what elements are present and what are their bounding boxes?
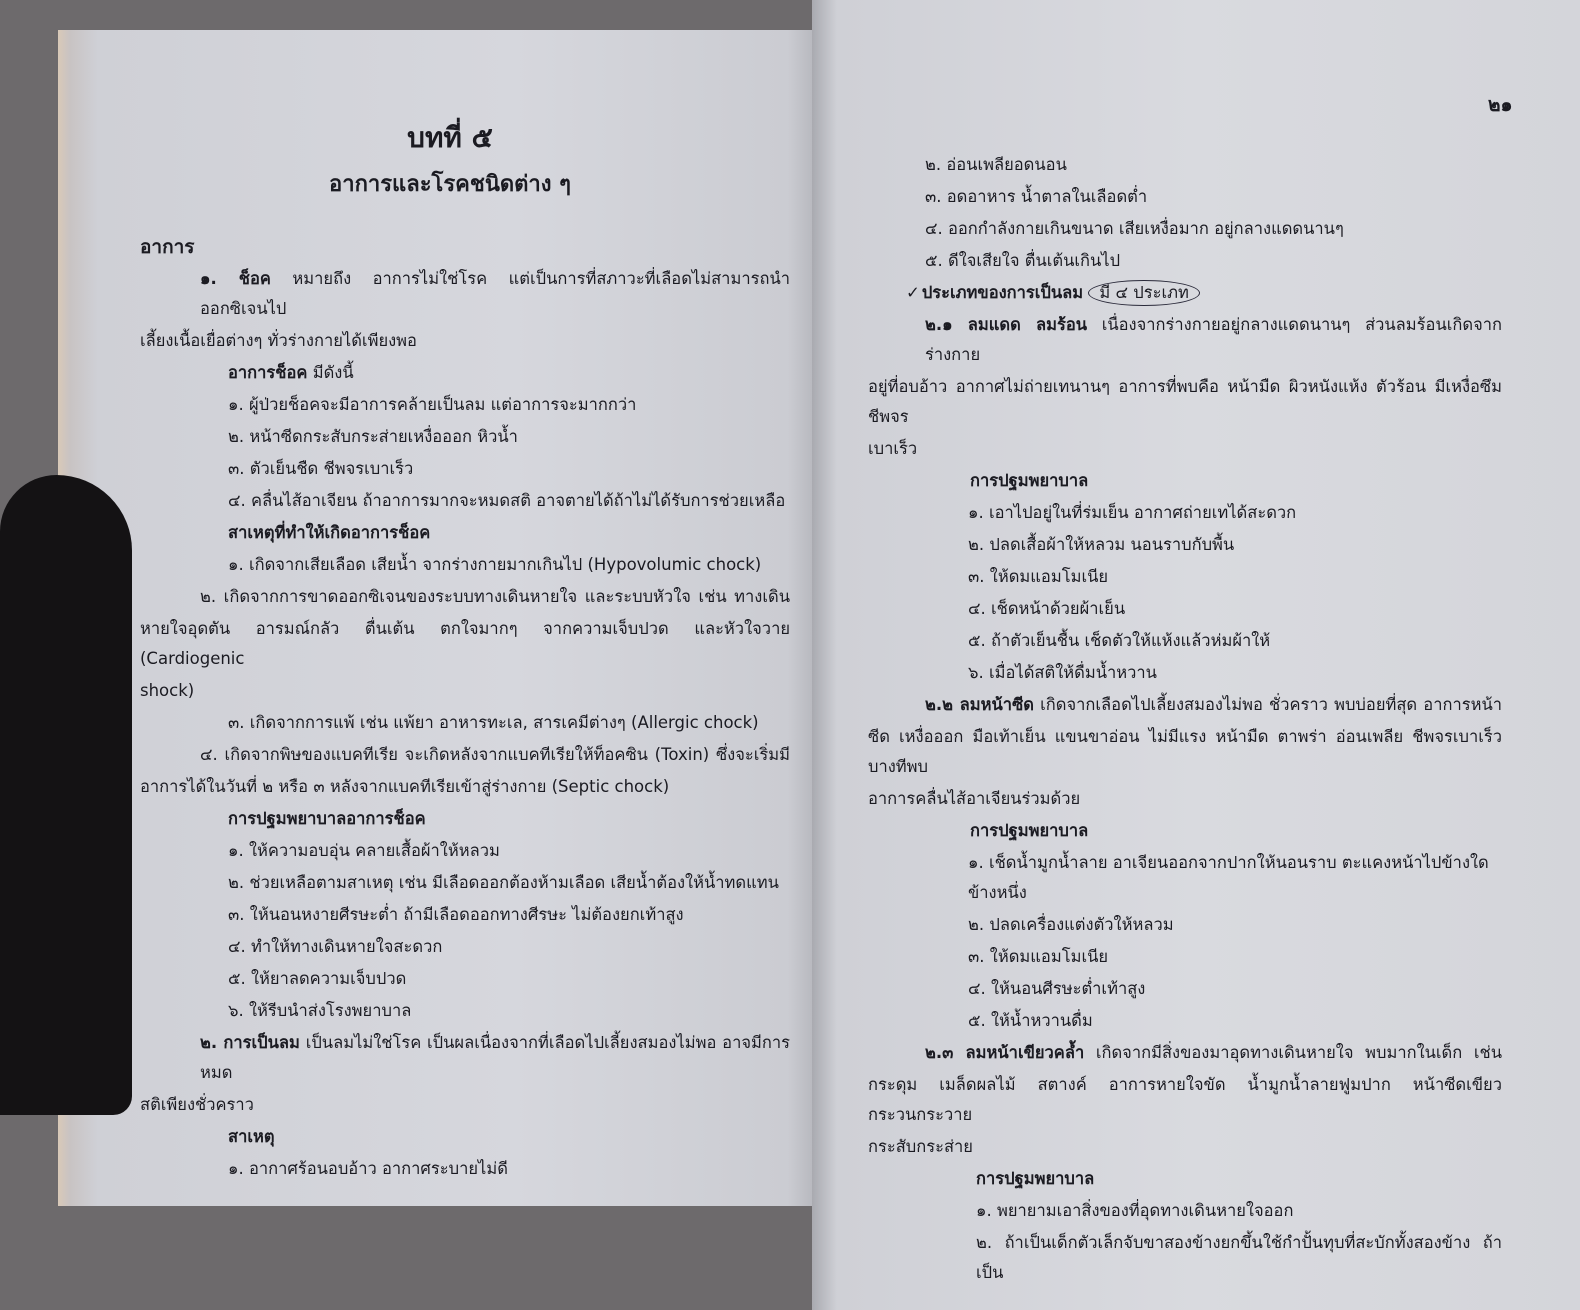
line-text: หมายถึง อาการไม่ใช่โรค แต่เป็นการที่สภาวะที่เลือดไม่สามารถนำออกซิเจนไป [200,269,790,318]
bold-term: ๒.๑ ลมแดด ลมร้อน [925,315,1088,334]
text-line [140,996,790,1026]
line-text: เบาเร็ว [868,439,918,458]
line-text: ๒. ปลดเครื่องแต่งตัวให้หลวม [968,915,1174,934]
text-line [140,1154,790,1184]
text-line [868,626,1502,656]
text-line [868,690,1502,720]
line-text: อาการได้ในวันที่ ๒ หรือ ๓ หลังจากแบคทีเรียเข้าสู่ร่างกาย (Septic chock) [140,777,670,796]
text-line [140,422,790,452]
text-line [868,562,1502,592]
bold-term: ๑. ช็อค [200,269,271,288]
line-text: ๔. เช็ดหน้าด้วยผ้าเย็น [968,599,1126,618]
text-line [868,434,1502,464]
text-line [140,900,790,930]
text-line [868,1196,1502,1226]
line-text: ๑. เอาไปอยู่ในที่ร่มเย็น อากาศถ่ายเทได้สะดวก [968,503,1297,522]
text-line [868,150,1502,180]
line-text: ๓. ตัวเย็นชืด ชีพจรเบาเร็ว [228,459,414,478]
subheading [868,816,1502,846]
line-text: ๔. คลื่นไส้อาเจียน ถ้าอาการมากจะหมดสติ อาจตายได้ถ้าไม่ได้รับการช่วยเหลือ [228,491,786,510]
line-text: ๒. อ่อนเพลียอดนอน [925,155,1067,174]
line-text: ๑. เกิดจากเสียเลือด เสียน้ำ จากร่างกายมากเกินไป (Hypovolumic chock) [228,555,762,574]
line-text: shock) [140,681,195,700]
left-page-text [140,118,790,1186]
chapter-subtitle: อาการและโรคชนิดต่าง ๆ [329,172,571,197]
text-line [868,594,1502,624]
text-line [868,974,1502,1004]
line-text: เกิดจากเลือดไปเลี้ยงสมองไม่พอ ชั่วคราว พบบ่อยที่สุด อาการหน้า [1034,695,1503,714]
text-line [868,1070,1502,1130]
text-line [140,740,790,770]
line-text: หายใจอุดตัน อารมณ์กลัว ตื่นเต้น ตกใจมากๆ จากความเจ็บปวด และหัวใจวาย (Cardiogenic [140,619,790,668]
line-text: เป็นลมไม่ใช่โรค เป็นผลเนื่องจากที่เลือดไปเลี้ยงสมองไม่พอ อาจมีการหมด [200,1033,791,1082]
line-text: ๑. ผู้ป่วยช็อคจะมีอาการคล้ายเป็นลม แต่อาการจะมากกว่า [228,395,637,414]
text-line [868,722,1502,782]
text-line [140,772,790,802]
text-line [868,278,1502,308]
line-text: มีดังนี้ [307,363,354,382]
line-text: ๔. ให้นอนศีรษะต่ำเท้าสูง [968,979,1146,998]
text-line [868,1228,1502,1288]
line-text: ๓. ให้นอนหงายศีรษะต่ำ ถ้ามีเลือดออกทางศีรษะ ไม่ต้องยกเท้าสูง [228,905,684,924]
text-line [868,848,1502,908]
line-text: ๒. หน้าซีดกระสับกระส่ายเหงื่อออก หิวน้ำ [228,427,518,446]
bold-term: สาเหตุที่ทำให้เกิดอาการช็อค [228,523,431,542]
line-text: ๒. ถ้าเป็นเด็กตัวเล็กจับขาสองข้างยกขึ้นใช้กำปั้นทุบที่สะบักทั้งสองข้าง ถ้าเป็น [976,1233,1502,1282]
line-text: กระดุม เมล็ดผลไม้ สตางค์ อาการหายใจขัด น้ำมูกน้ำลายฟูมปาก หน้าซีดเขียว กระวนกระวาย [868,1075,1502,1124]
text-line [140,358,790,388]
line-text: ซีด เหงื่อออก มือเท้าเย็น แขนขาอ่อน ไม่มีแรง หน้ามืด ตาพร่า อ่อนเพลีย ชีพจรเบาเร็ว บางทีพบ [868,727,1502,776]
bold-term: สาเหตุ [228,1127,275,1146]
text-line [868,658,1502,688]
bold-term: การปฐมพยาบาล [970,471,1089,490]
line-text: ๒. ปลดเสื้อผ้าให้หลวม นอนราบกับพื้น [968,535,1235,554]
section-heading: อาการ [140,236,195,258]
bold-term: ประเภทของการเป็นลม [921,283,1084,302]
line-text: ๖. เมื่อได้สติให้ดื่มน้ำหวาน [968,663,1157,682]
text-line [140,582,790,612]
text-line [140,550,790,580]
dark-cloth [0,475,132,1115]
subheading [868,466,1502,496]
text-line [140,326,790,356]
text-line [868,1006,1502,1036]
line-text: ๑. อากาศร้อนอบอ้าว อากาศระบายไม่ดี [228,1159,508,1178]
bold-term: การปฐมพยาบาล [970,821,1089,840]
line-text: อยู่ที่อบอ้าว อากาศไม่ถ่ายเทนานๆ อาการที่พบคือ หน้ามืด ผิวหนังแห้ง ตัวร้อน มีเหงื่อซึมชีพจร [868,377,1502,426]
text-line [140,836,790,866]
line-text: ๔. เกิดจากพิษของแบคทีเรีย จะเกิดหลังจากแบคทีเรียให้ท็อคซิน (Toxin) ซึ่งจะเริ่มมี [200,745,790,764]
line-text: ๕. ถ้าตัวเย็นชื้น เช็ดตัวให้แห้งแล้วห่มผ้าให้ [968,631,1271,650]
line-text: ๓. ให้ดมแอมโมเนีย [968,567,1109,586]
text-line [140,454,790,484]
text-line [868,310,1502,370]
line-text: อาการคลื่นไส้อาเจียนร่วมด้วย [868,789,1081,808]
page-number: ๒๑ [1488,94,1513,116]
subheading [140,804,790,834]
text-line [868,1038,1502,1068]
line-text: ๔. ออกกำลังกายเกินขนาด เสียเหงื่อมาก อยู่กลางแดดนานๆ [925,219,1344,238]
line-text: กระสับกระส่าย [868,1137,973,1156]
line-text: สติเพียงชั่วคราว [140,1095,254,1114]
line-text: ๕. ดีใจเสียใจ ตื่นเต้นเกินไป [925,251,1121,270]
text-line [140,1028,790,1088]
text-line [140,390,790,420]
text-line [868,784,1502,814]
line-text: ๓. เกิดจากการแพ้ เช่น แพ้ยา อาหารทะเล, สารเคมีต่างๆ (Allergic chock) [228,713,759,732]
bold-term: อาการช็อค [228,363,308,382]
line-text: ๓. ให้ดมแอมโมเนีย [968,947,1109,966]
line-text: ๔. ทำให้ทางเดินหายใจสะดวก [228,937,443,956]
subheading [868,1164,1502,1194]
text-line [140,868,790,898]
text-line [868,182,1502,212]
text-line [140,486,790,516]
bold-term: การปฐมพยาบาล [976,1169,1095,1188]
text-line [140,708,790,738]
line-text: เนื่องจากร่างกายอยู่กลางแดดนานๆ ส่วนลมร้อนเกิดจากร่างกาย [925,315,1502,364]
line-text: ๒. ช่วยเหลือตามสาเหตุ เช่น มีเลือดออกต้องห้ามเลือด เสียน้ำต้องให้น้ำทดแทน [228,873,779,892]
bold-term: ๒.๓ ลมหน้าเขียวคล้ำ [925,1043,1085,1062]
line-text: เลี้ยงเนื้อเยื่อต่างๆ ทั่วร่างกายได้เพียงพอ [140,331,417,350]
text-line [868,246,1502,276]
line-text: ๖. ให้รีบนำส่งโรงพยาบาล [228,1001,412,1020]
line-text: ๕. ให้ยาลดความเจ็บปวด [228,969,407,988]
text-line [868,498,1502,528]
subheading [140,518,790,548]
line-text: ๑. ให้ความอบอุ่น คลายเสื้อผ้าให้หลวม [228,841,500,860]
text-line [140,1090,790,1120]
text-line [868,214,1502,244]
line-text: ๑. พยายามเอาสิ่งของที่อุดทางเดินหายใจออก [976,1201,1294,1220]
line-text: เกิดจากมีสิ่งของมาอุดทางเดินหายใจ พบมากในเด็ก เช่น [1084,1043,1502,1062]
circled-annotation: มี ๔ ประเภท [1088,280,1199,306]
bold-term: ๒. การเป็นลม [200,1033,300,1052]
line-text: ๒. เกิดจากการขาดออกซิเจนของระบบทางเดินหายใจ และระบบหัวใจ เช่น ทางเดิน [200,587,790,606]
text-line [140,676,790,706]
line-text: ๓. อดอาหาร น้ำตาลในเลือดต่ำ [925,187,1148,206]
text-line [140,264,790,324]
handwritten-check-icon: ✓ [906,283,920,302]
text-line [868,910,1502,940]
text-line [868,1132,1502,1162]
text-line [868,372,1502,432]
text-line [140,932,790,962]
line-text: ๕. ให้น้ำหวานดื่ม [968,1011,1093,1030]
text-line [868,530,1502,560]
right-page-text [868,150,1502,1290]
text-line [140,614,790,674]
bold-term: การปฐมพยาบาลอาการช็อค [228,809,426,828]
subheading [140,1122,790,1152]
bold-term: ๒.๒ ลมหน้าซีด [925,695,1034,714]
line-text: ๑. เช็ดน้ำมูกน้ำลาย อาเจียนออกจากปากให้นอนราบ ตะแคงหน้าไปข้างใดข้างหนึ่ง [968,853,1489,902]
text-line [140,964,790,994]
chapter-title: บทที่ ๕ [407,121,493,154]
text-line [868,942,1502,972]
